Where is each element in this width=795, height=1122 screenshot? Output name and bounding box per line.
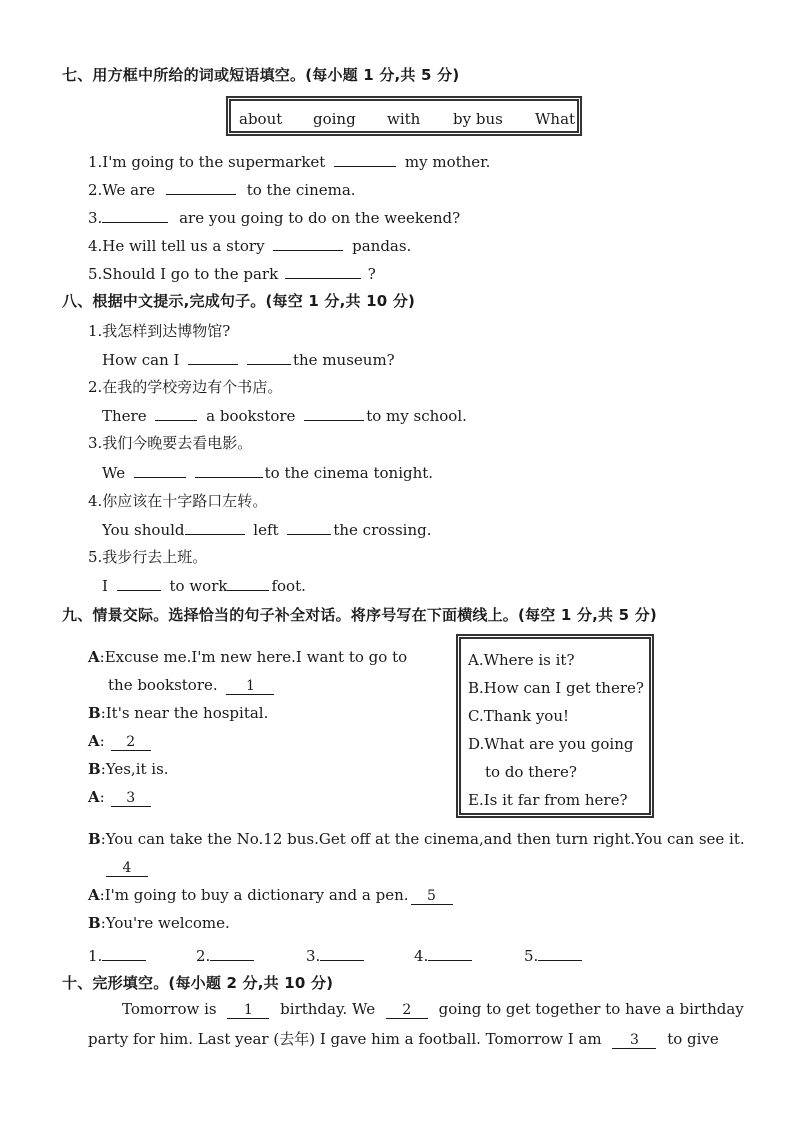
speaker-label: B: [88, 830, 101, 848]
answer-row: [196, 944, 254, 965]
option-d: D.What are you going: [468, 735, 634, 753]
answer-blank[interactable]: [188, 348, 238, 365]
answer-blank[interactable]: 4: [106, 860, 148, 877]
answer-number: 4.: [414, 947, 429, 965]
answer-blank[interactable]: [102, 944, 146, 961]
question-8-4: [102, 518, 432, 539]
question-text: foot.: [271, 577, 306, 595]
dialogue-line-6: B:You can take the No.12 bus.Get off at the cinema,and then turn right.You can see it.: [88, 830, 745, 848]
question-7-1: [88, 150, 490, 171]
speaker-label: B: [88, 704, 101, 722]
question-text: You should: [102, 521, 185, 539]
cloze-blank[interactable]: 1: [227, 1002, 269, 1019]
answer-blank[interactable]: 2: [111, 734, 151, 751]
cloze-blank[interactable]: 3: [612, 1032, 656, 1049]
word-option: going: [313, 110, 356, 128]
passage-text: party for him. Last year (去年) I gave him a football. Tomorrow I am: [88, 1030, 602, 1048]
section-7-heading: 七、用方框中所给的词或短语填空。(每小题 1 分,共 5 分): [62, 66, 460, 84]
answer-number: 3.: [306, 947, 321, 965]
dialogue-line-6-answer: [106, 858, 148, 877]
answer-row: [88, 944, 146, 965]
dialogue-line-8: B:You're welcome.: [88, 914, 230, 932]
section-8-heading: 八、根据中文提示,完成句子。(每空 1 分,共 10 分): [62, 292, 416, 310]
passage-text: Tomorrow is: [122, 1000, 217, 1018]
word-option: What: [535, 110, 576, 128]
option-a: A.Where is it?: [468, 651, 575, 669]
question-8-3-chinese: 3.我们今晚要去看电影。: [88, 434, 253, 452]
speaker-label: A: [88, 788, 100, 806]
answer-blank[interactable]: [247, 348, 291, 365]
answer-blank[interactable]: [117, 574, 161, 591]
dialogue-line-1-continued: [108, 676, 274, 695]
question-text: are you going to do on the weekend?: [179, 209, 461, 227]
question-text: 2.We are: [88, 181, 156, 199]
question-7-3: [88, 206, 460, 227]
question-7-2: [88, 178, 356, 199]
speaker-label: B: [88, 914, 101, 932]
speaker-label: A: [88, 732, 100, 750]
dialogue-text: I'm going to buy a dictionary and a pen.: [104, 886, 409, 904]
dialogue-text: You can take the No.12 bus.Get off at the cinema,and then turn right.You can see it.: [105, 830, 745, 848]
answer-blank[interactable]: 3: [111, 790, 151, 807]
question-text: to my school.: [366, 407, 467, 425]
question-text: I: [102, 577, 108, 595]
answer-blank[interactable]: [428, 944, 472, 961]
dialogue-text: It's near the hospital.: [105, 704, 269, 722]
question-8-1-chinese: 1.我怎样到达博物馆?: [88, 322, 231, 340]
question-text: left: [253, 521, 279, 539]
question-text: the museum?: [292, 351, 395, 369]
answer-blank[interactable]: [273, 234, 343, 251]
question-8-2-chinese: 2.在我的学校旁边有个书店。: [88, 378, 283, 396]
answer-blank[interactable]: [320, 944, 364, 961]
answer-number: 2.: [196, 947, 211, 965]
answer-blank[interactable]: [134, 461, 186, 478]
answer-blank[interactable]: [155, 404, 197, 421]
answer-row: [414, 944, 472, 965]
speaker-label: A: [88, 648, 100, 666]
question-8-3: [102, 461, 433, 482]
answer-number: 1.: [88, 947, 103, 965]
option-e: E.Is it far from here?: [468, 791, 628, 809]
answer-blank[interactable]: 1: [226, 678, 274, 695]
option-d-continued: to do there?: [485, 763, 577, 781]
word-option: with: [387, 110, 421, 128]
dialogue-text: the bookstore.: [108, 676, 218, 694]
word-option: about: [239, 110, 283, 128]
option-c: C.Thank you!: [468, 707, 570, 725]
section-9-heading: 九、情景交际。选择恰当的句子补全对话。将序号写在下面横线上。(每空 1 分,共 5 分): [62, 606, 657, 624]
cloze-line-1: [122, 1000, 744, 1019]
answer-blank[interactable]: [287, 518, 331, 535]
question-text: How can I: [102, 351, 180, 369]
question-text: 3.: [88, 209, 103, 227]
speaker-label: B: [88, 760, 101, 778]
dialogue-text: You're welcome.: [105, 914, 230, 932]
answer-blank[interactable]: [334, 150, 396, 167]
question-text: pandas.: [352, 237, 412, 255]
question-text: There: [102, 407, 147, 425]
question-text: my mother.: [404, 153, 491, 171]
answer-blank[interactable]: [102, 206, 168, 223]
question-text: to work: [169, 577, 228, 595]
question-text: 5.Should I go to the park: [88, 265, 279, 283]
question-text: 1.I'm going to the supermarket: [88, 153, 326, 171]
answer-blank[interactable]: 5: [411, 888, 453, 905]
answer-blank[interactable]: [285, 262, 361, 279]
dialogue-line-4: B:Yes,it is.: [88, 760, 169, 778]
word-option: by bus: [453, 110, 503, 128]
cloze-line-2: [88, 1028, 719, 1049]
question-8-5-chinese: 5.我步行去上班。: [88, 548, 208, 566]
question-text: to the cinema.: [246, 181, 356, 199]
question-8-2: [102, 404, 467, 425]
question-8-5: [102, 574, 306, 595]
answer-blank[interactable]: [227, 574, 269, 591]
answer-blank[interactable]: [304, 404, 364, 421]
option-b: B.How can I get there?: [468, 679, 644, 697]
question-text: ?: [367, 265, 376, 283]
word-box: [226, 96, 582, 136]
answer-blank[interactable]: [166, 178, 236, 195]
passage-text: going to get together to have a birthday: [438, 1000, 744, 1018]
dialogue-line-5: A: 3: [88, 788, 151, 807]
dialogue-line-1: A:Excuse me.I'm new here.I want to go to: [88, 648, 408, 666]
question-text: 4.He will tell us a story: [88, 237, 265, 255]
answer-blank[interactable]: [210, 944, 254, 961]
dialogue-line-3: A: 2: [88, 732, 151, 751]
dialogue-text: Yes,it is.: [105, 760, 169, 778]
dialogue-text: Excuse me.I'm new here.I want to go to: [104, 648, 408, 666]
options-box: [456, 634, 654, 818]
answer-blank[interactable]: [195, 461, 263, 478]
answer-row: [524, 944, 582, 965]
speaker-label: A: [88, 886, 100, 904]
dialogue-line-2: B:It's near the hospital.: [88, 704, 269, 722]
question-7-4: [88, 234, 411, 255]
section-10-heading: 十、完形填空。(每小题 2 分,共 10 分): [62, 974, 334, 992]
answer-blank[interactable]: [538, 944, 582, 961]
question-7-5: [88, 262, 376, 283]
passage-text: birthday. We: [280, 1000, 376, 1018]
answer-row: [306, 944, 364, 965]
question-text: the crossing.: [333, 521, 432, 539]
cloze-blank[interactable]: 2: [386, 1002, 428, 1019]
question-8-4-chinese: 4.你应该在十字路口左转。: [88, 492, 268, 510]
question-text: to the cinema tonight.: [264, 464, 434, 482]
question-8-1: [102, 348, 395, 369]
dialogue-line-7: A:I'm going to buy a dictionary and a pen. 5: [88, 886, 453, 905]
passage-text: to give: [667, 1030, 719, 1048]
answer-number: 5.: [524, 947, 539, 965]
question-text: a bookstore: [206, 407, 296, 425]
question-text: We: [102, 464, 126, 482]
answer-blank[interactable]: [185, 518, 245, 535]
